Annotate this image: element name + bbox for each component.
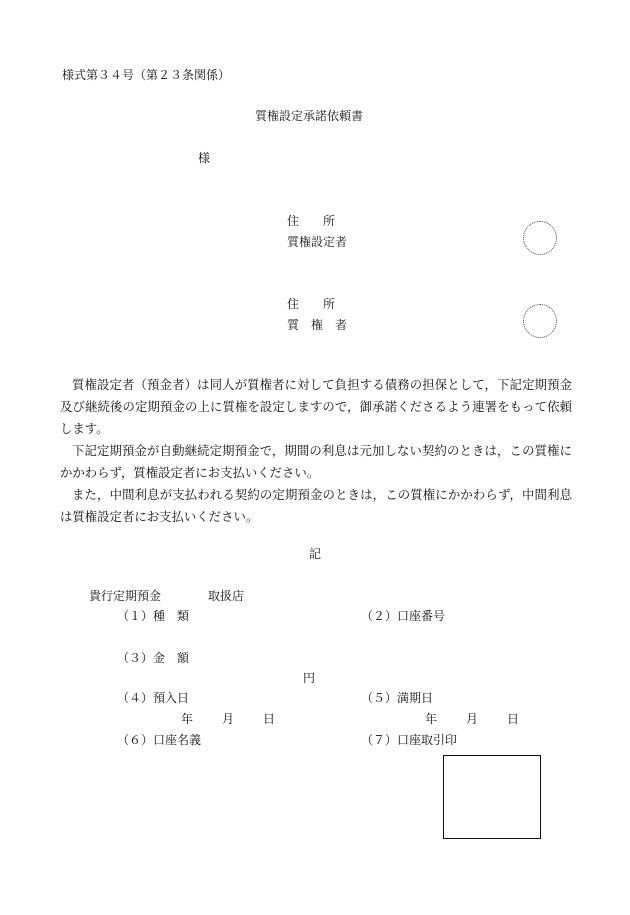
account-name-label: （６）口座名義 bbox=[117, 733, 202, 747]
deposit-date-month: 月 bbox=[222, 712, 235, 726]
deposit-date-label: （４）預入日 bbox=[117, 691, 190, 705]
account-number-label: （２）口座番号 bbox=[361, 609, 446, 623]
document-title: 質権設定承諾依頼書 bbox=[255, 109, 364, 123]
branch-label: 取扱店 bbox=[208, 589, 245, 603]
account-seal-label: （７）口座取引印 bbox=[361, 733, 458, 747]
account-seal-box bbox=[443, 755, 541, 839]
setter-name-label: 質権設定者 bbox=[287, 235, 348, 249]
maturity-date-day: 日 bbox=[507, 712, 520, 726]
maturity-date-month: 月 bbox=[466, 712, 479, 726]
pledgee-name-label: 質 権 者 bbox=[287, 318, 348, 332]
paragraph-auto-renewal: 下記定期預金が自動継続定期預金で，期間の利息は元加しない契約のときは，この質権にかかわらず，質権設定者にお支払いください。 bbox=[60, 443, 572, 480]
maturity-date-year: 年 bbox=[425, 712, 438, 726]
ki-heading: 記 bbox=[309, 547, 322, 561]
form-number: 様式第３４号（第２３条関係） bbox=[62, 68, 231, 82]
deposit-date-day: 日 bbox=[263, 712, 276, 726]
setter-seal-circle bbox=[523, 221, 557, 255]
paragraph-interim-interest: また，中間利息が支払われる契約の定期預金のときは，この質権にかかわらず，中間利息は質権設定者にお支払いください。 bbox=[60, 487, 572, 524]
pledgee-address-label: 住 所 bbox=[287, 297, 336, 311]
yen-unit: 円 bbox=[303, 671, 316, 685]
maturity-date-label: （５）満期日 bbox=[361, 691, 434, 705]
amount-label: （３）金 額 bbox=[117, 651, 190, 665]
type-label: （１）種 類 bbox=[117, 609, 190, 623]
deposit-label: 貴行定期預金 bbox=[89, 589, 162, 603]
addressee-suffix: 様 bbox=[198, 151, 211, 165]
setter-address-label: 住 所 bbox=[287, 214, 336, 228]
pledgee-seal-circle bbox=[523, 304, 557, 338]
body-text bbox=[60, 374, 572, 528]
paragraph-request: 質権設定者（預金者）は同人が質権者に対して負担する債務の担保として，下記定期預金及び継続後の定期預金の上に質権を設定しますので，御承諾くださるよう連署をもって依頼します。 bbox=[60, 377, 572, 436]
deposit-date-year: 年 bbox=[181, 712, 194, 726]
